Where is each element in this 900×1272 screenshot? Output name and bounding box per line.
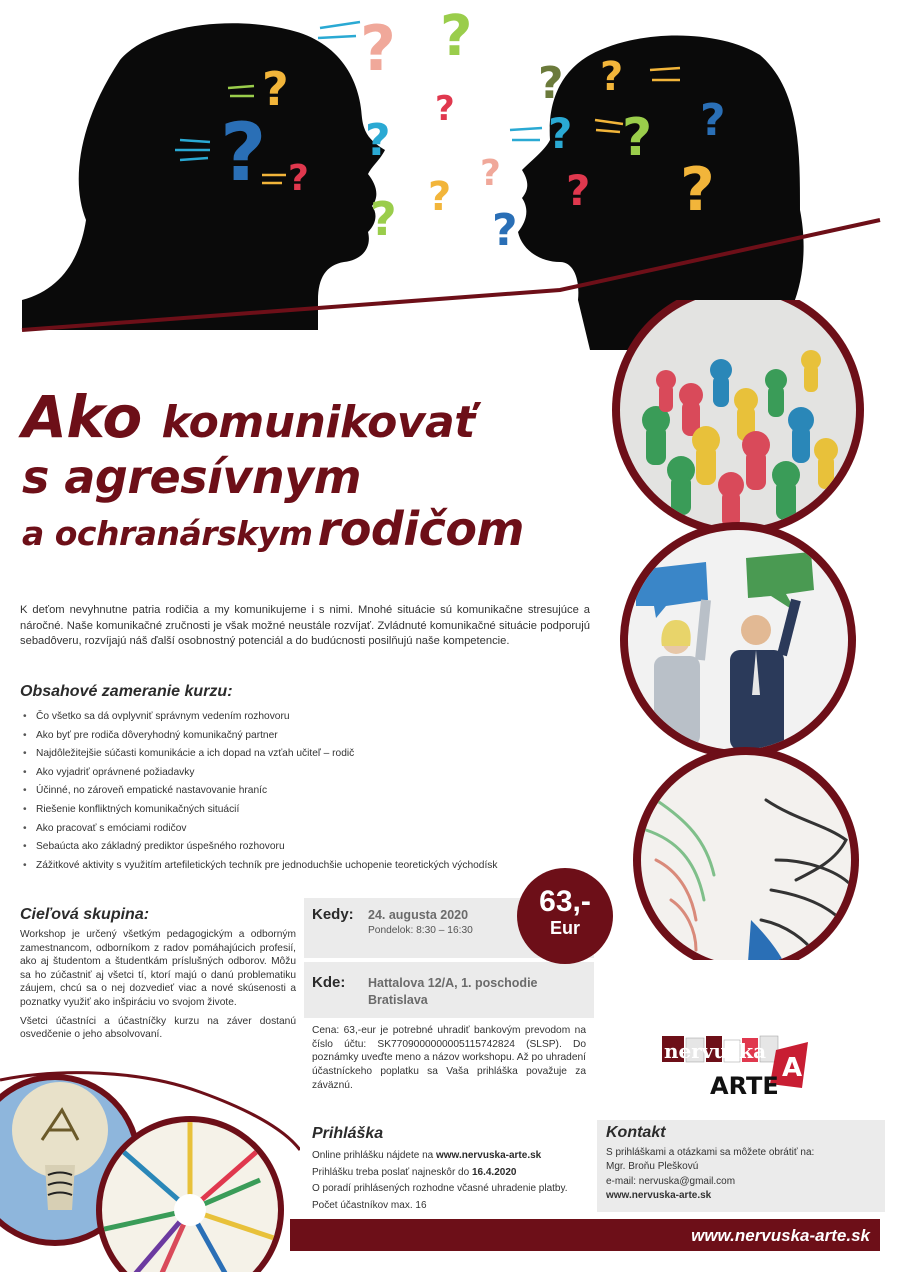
intro-paragraph: K deťom nevyhnutne patria rodičia a my komunikujeme i s nimi. Mnohé situácie sú komunikačne stresujúce a náročné. Naše komunikačné zručnosti je však možné neustále rozvíjať. Zvládnuté komunikačné situácie podporujú sebadôveru, rozvíjajú náš ďalší osobnostný potenciál a do budúcnosti posilňujú naše kompetencie.: [20, 604, 590, 647]
application-order-text: O poradí prihlásených rozhodne včasné uhradenie platby.: [312, 1183, 568, 1194]
when-label: Kedy:: [312, 906, 354, 923]
svg-text:?: ?: [538, 58, 564, 109]
application-deadline-text: Prihlášku treba poslať najneskôr do: [312, 1166, 472, 1178]
pawns-photo: [596, 300, 900, 540]
where-label: Kde:: [312, 974, 346, 991]
logo-word-1: nervuška: [664, 1039, 767, 1063]
title-word-ako: Ako: [22, 383, 142, 451]
application-capacity-text: Počet účastníkov max. 16: [312, 1199, 427, 1211]
photo-circles: [596, 300, 900, 960]
application-heading: Prihláška: [312, 1125, 384, 1142]
course-content-list: [20, 708, 610, 875]
contact-intro: S prihláškami a otázkami sa môžete obrátiť na:: [606, 1147, 815, 1158]
svg-text:?: ?: [548, 109, 573, 158]
svg-text:?: ?: [435, 89, 455, 129]
title-word-ochranarskym: a ochranárskym: [22, 514, 313, 553]
svg-text:A: A: [782, 1053, 803, 1083]
list-item: • Sebaúcta ako základný prediktor úspešného rozhovoru: [20, 838, 610, 857]
price-badge: [517, 868, 613, 964]
title-word-komunikovat: komunikovať: [161, 397, 475, 448]
list-item: • Ako vyjadriť oprávnené požiadavky: [20, 764, 610, 783]
title-word-rodicom: rodičom: [317, 502, 524, 556]
list-item: • Riešenie konfliktných komunikačných situácií: [20, 801, 610, 820]
svg-text:?: ?: [700, 95, 726, 146]
logo-word-2: ARTE: [710, 1072, 779, 1098]
svg-text:?: ?: [288, 158, 309, 199]
svg-text:?: ?: [680, 155, 715, 225]
svg-text:?: ?: [566, 166, 591, 215]
svg-text:?: ?: [262, 62, 289, 116]
payment-info: Cena: 63,-eur je potrebné uhradiť bankovým prevodom na číslo účtu: SK7709000000005115742824 (SLSP). Do poznámky uveďte meno a názov workshopu. Až po uhradení účastníckeho poplatku sa Vaša prihláška považuje za záväznú.: [312, 1025, 586, 1091]
contact-website[interactable]: www.nervuska-arte.sk: [606, 1189, 712, 1201]
contact-heading: Kontakt: [606, 1124, 666, 1141]
list-item: • Ako byť pre rodiča dôveryhodný komunikačný partner: [20, 727, 610, 746]
footer-url[interactable]: www.nervuska-arte.sk: [691, 1226, 870, 1245]
svg-text:?: ?: [365, 115, 391, 166]
application-deadline-date: 16.4.2020: [471, 1166, 517, 1178]
address-line-2: Bratislava: [368, 993, 428, 1007]
left-head-silhouette: [22, 23, 385, 330]
contact-email[interactable]: e-mail: nervuska@gmail.com: [606, 1175, 736, 1187]
artwork-collage: [0, 1070, 300, 1272]
svg-text:?: ?: [622, 108, 653, 168]
hands-drawing-photo: [596, 740, 900, 960]
target-group-paragraph: Workshop je určený všetkým pedagogickým a odborným zamestnancom, odborníkom z radov pomáhajúcich profesií, ako aj študentom a študentkám príslušných odborov. Môžu sa ho zúčastniť aj všetci tí, ktorí majú o danú problematiku záujem, chcú sa o nej dozvedieť viac a nové skúsenosti a poznatky využiť ako inšpiráciu vo svojom živote.: [20, 929, 296, 1008]
contact-info: [606, 1146, 876, 1203]
price-currency: Eur: [549, 918, 580, 938]
list-item: • Účinné, no zároveň empatické nastavovanie hraníc: [20, 782, 610, 801]
target-group-heading: Cieľová skupina:: [20, 906, 150, 923]
page-title: [22, 383, 602, 556]
svg-text:?: ?: [428, 174, 452, 220]
list-item: • Ako pracovať s emóciami rodičov: [20, 820, 610, 839]
list-item: • Čo všetko sa dá ovplyvniť správnym vedením rozhovoru: [20, 708, 610, 727]
price-amount: 63,-: [539, 885, 591, 918]
certificate-paragraph: Všetci účastníci a účastníčky kurzu na záver dostanú osvedčenie o jeho absolvovaní.: [20, 1015, 296, 1041]
event-date: 24. augusta 2020: [368, 908, 469, 922]
svg-text:?: ?: [360, 12, 396, 85]
svg-text:?: ?: [600, 54, 624, 100]
application-link[interactable]: www.nervuska-arte.sk: [435, 1150, 542, 1161]
title-line-2: s agresívnym: [22, 450, 362, 504]
svg-text:?: ?: [370, 192, 397, 246]
target-group-text: [20, 928, 296, 1047]
svg-text:?: ?: [480, 153, 501, 194]
application-online-text: Online prihlášku nájdete na: [312, 1150, 436, 1161]
contact-person: Mgr. Broňu Pleškovú: [606, 1161, 699, 1173]
list-item: • Zážitkové aktivity s využitím artefiletických techník pre jednoduchšie uchopenie teoretických východísk: [20, 857, 610, 876]
people-speech-photo: [596, 520, 900, 760]
course-content-heading: Obsahové zameranie kurzu:: [20, 683, 233, 700]
application-info: [312, 1148, 592, 1214]
svg-text:?: ?: [440, 4, 473, 69]
address-line-1: Hattalova 12/A, 1. poschodie: [368, 976, 538, 990]
nervuska-arte-logo: [660, 1028, 810, 1098]
where-box: [304, 962, 594, 1018]
svg-text:?: ?: [492, 205, 518, 256]
list-item: • Najdôležitejšie súčasti komunikácie a ich dopad na vzťah učiteľ – rodič: [20, 745, 610, 764]
svg-text:?: ?: [220, 106, 267, 199]
event-time: Pondelok: 8:30 – 16:30: [368, 925, 473, 936]
